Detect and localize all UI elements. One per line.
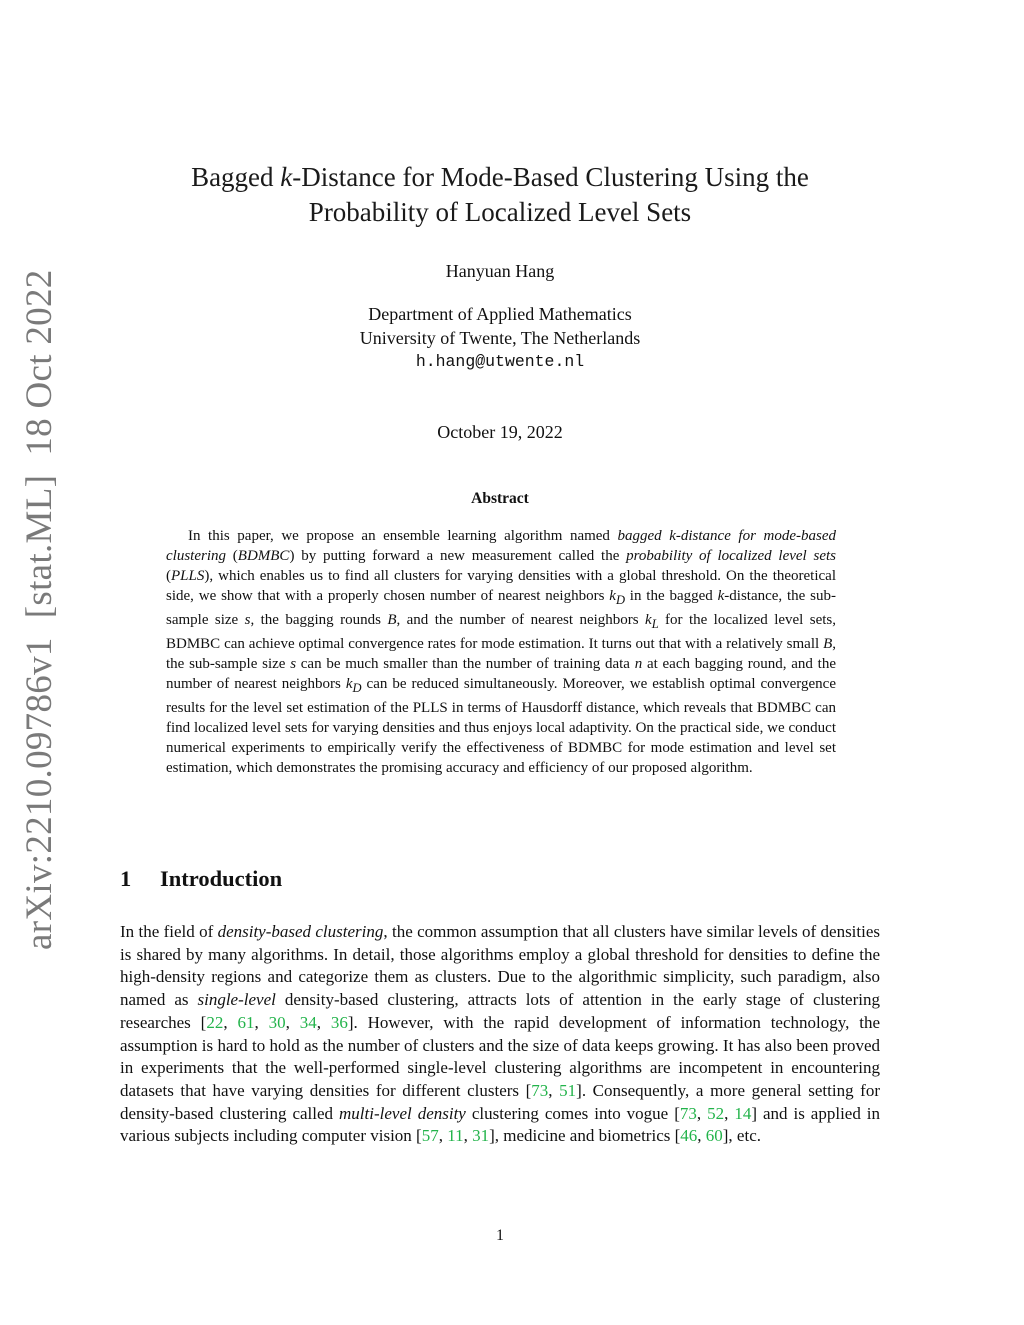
title-part2: -Distance for Mode-Based Clustering Using the Probability of Localized Level Sets bbox=[292, 162, 809, 227]
department: Department of Applied Mathematics bbox=[368, 304, 632, 324]
citation-link[interactable]: 22 bbox=[206, 1012, 224, 1032]
math-k: k bbox=[345, 676, 353, 692]
citation-separator: , bbox=[724, 1103, 735, 1123]
citation-link[interactable]: 51 bbox=[559, 1080, 577, 1100]
abstract-text: ) by putting forward a new measurement called the bbox=[289, 548, 627, 564]
citation-link[interactable]: 30 bbox=[268, 1012, 286, 1032]
abstract-text: in the bagged bbox=[624, 588, 718, 604]
citation-separator: , bbox=[438, 1126, 448, 1146]
citation-link[interactable]: 73 bbox=[679, 1103, 697, 1123]
citation-link[interactable]: 34 bbox=[299, 1012, 317, 1032]
abstract-text: -distance, the sub-sample size bbox=[166, 588, 836, 628]
citation-separator: , bbox=[316, 1012, 331, 1032]
abstract-term-plls-full: probability of localized level sets bbox=[626, 548, 836, 564]
author-name: Hanyuan Hang bbox=[445, 261, 555, 281]
math-n: n bbox=[634, 656, 643, 672]
math-sub-d: D bbox=[352, 681, 362, 695]
citation-link[interactable]: 73 bbox=[531, 1080, 549, 1100]
citation-link[interactable]: 46 bbox=[680, 1126, 698, 1146]
title-k: k bbox=[280, 162, 293, 192]
math-sub-l: L bbox=[651, 617, 659, 631]
section-number: 1 bbox=[120, 866, 132, 891]
intro-text: ] and is applied in various subjects including computer vision [ bbox=[120, 1103, 881, 1146]
citation-link[interactable]: 61 bbox=[237, 1012, 255, 1032]
citation-link[interactable]: 11 bbox=[447, 1126, 464, 1146]
abstract-text: for the localized level sets, BDMBC can achieve optimal convergence rates for mode estimation. It turns out that with a relatively small bbox=[166, 612, 837, 652]
abstract-text: , the bagging rounds bbox=[250, 612, 388, 628]
citation-separator: , bbox=[463, 1126, 473, 1146]
citation-separator: , bbox=[223, 1012, 238, 1032]
citation-separator: , bbox=[696, 1103, 708, 1123]
abstract-text: can be much smaller than the number of training data bbox=[296, 656, 635, 672]
math-b: B bbox=[387, 612, 397, 628]
citation-link[interactable]: 57 bbox=[421, 1126, 439, 1146]
abstract-heading: Abstract bbox=[471, 490, 529, 507]
citation-separator: , bbox=[285, 1012, 300, 1032]
intro-text: ]. However, with the rapid development of information technology, the assumption is hard to hold as the number of clusters and the size of data keeps growing. It has also been proved in experiments that the well-performed single-level clustering algorithms are incompetent in encountering datasets that have varying densities for different clusters [ bbox=[120, 1012, 881, 1100]
abstract-text: , and the number of nearest neighbors bbox=[396, 612, 646, 628]
citation-link[interactable]: 14 bbox=[734, 1103, 752, 1123]
abstract-term-bdmbc: BDMBC bbox=[237, 548, 290, 564]
abstract-text: can be reduced simultaneously. Moreover, we establish optimal convergence results for the level set estimation of the PLLS in terms of Hausdorff distance, which reveals that BDMBC can find localized level sets for varying densities and thus enjoys local adaptivity. On the practical side, we conduct numerical experiments to empirically verify the effectiveness of BDMBC for mode estimation and level set estimation, which demonstrates the promising accuracy and efficiency of our proposed algorithm. bbox=[166, 676, 836, 776]
email-link[interactable]: h.hang@utwente.nl bbox=[415, 352, 585, 371]
citation-link[interactable]: 52 bbox=[707, 1103, 725, 1123]
math-k: k bbox=[645, 612, 652, 628]
intro-term: density-based clustering bbox=[217, 922, 384, 941]
section-heading bbox=[120, 866, 720, 892]
math-k: k bbox=[717, 588, 725, 604]
intro-text: clustering comes into vogue [ bbox=[465, 1103, 680, 1123]
intro-term: multi-level density bbox=[339, 1103, 466, 1123]
citation-link[interactable]: 31 bbox=[472, 1126, 490, 1146]
abstract-body bbox=[166, 526, 836, 778]
abstract-term-plls: PLLS bbox=[171, 568, 205, 584]
math-k: k bbox=[609, 588, 616, 604]
math-sub-d: D bbox=[615, 593, 625, 607]
abstract-text: , the sub-sample size bbox=[166, 636, 836, 672]
intro-text: , the common assumption that all clusters have similar levels of densities is shared by many algorithms. In detail, those algorithms employ a global threshold for densities to define the high-density regions and categorize them as clusters. Due to the algorithmic simplicity, such paradigm, also named as bbox=[120, 922, 881, 1010]
university: University of Twente, The Netherlands bbox=[359, 328, 641, 348]
intro-term: single-level bbox=[197, 990, 276, 1010]
abstract-term-bdmbc-full: bagged k-distance for mode-based clustering bbox=[166, 528, 836, 564]
intro-text: density-based clustering, attracts lots of attention in the early stage of clustering researches [ bbox=[120, 990, 880, 1032]
affiliation-block bbox=[250, 302, 750, 374]
citation-link[interactable]: 36 bbox=[330, 1012, 348, 1032]
abstract-text: ), which enables us to find all clusters for varying densities with a global threshold. On the theoretical side, we show that with a properly chosen number of nearest neighbors bbox=[166, 568, 836, 604]
intro-text: ]. Consequently, a more general setting for density-based clustering called bbox=[120, 1080, 880, 1123]
abstract-text: In this paper, we propose an ensemble learning algorithm named bbox=[188, 528, 618, 544]
citation-separator: , bbox=[254, 1012, 269, 1032]
citation-separator: , bbox=[697, 1126, 706, 1146]
abstract-text: ( bbox=[166, 568, 171, 584]
intro-paragraph bbox=[120, 921, 880, 1148]
arxiv-identifier[interactable]: arXiv:2210.09786v1 [stat.ML] 18 Oct 2022 bbox=[19, 269, 60, 950]
page-number: 1 bbox=[496, 1227, 504, 1244]
paper-title bbox=[140, 160, 860, 230]
title-part1: Bagged bbox=[191, 162, 281, 192]
intro-text: ], etc. bbox=[722, 1126, 761, 1146]
citation-separator: , bbox=[548, 1080, 560, 1100]
intro-text: In the field of bbox=[120, 922, 218, 941]
section-title: Introduction bbox=[160, 866, 283, 891]
abstract-text: ( bbox=[226, 548, 238, 564]
paper-date: October 19, 2022 bbox=[437, 422, 563, 442]
intro-text: ], medicine and biometrics [ bbox=[489, 1126, 681, 1146]
math-s: s bbox=[244, 612, 251, 628]
abstract-text: at each bagging round, and the number of nearest neighbors bbox=[166, 656, 836, 692]
citation-link[interactable]: 60 bbox=[705, 1126, 723, 1146]
math-b: B bbox=[823, 636, 833, 652]
math-s: s bbox=[290, 656, 297, 672]
